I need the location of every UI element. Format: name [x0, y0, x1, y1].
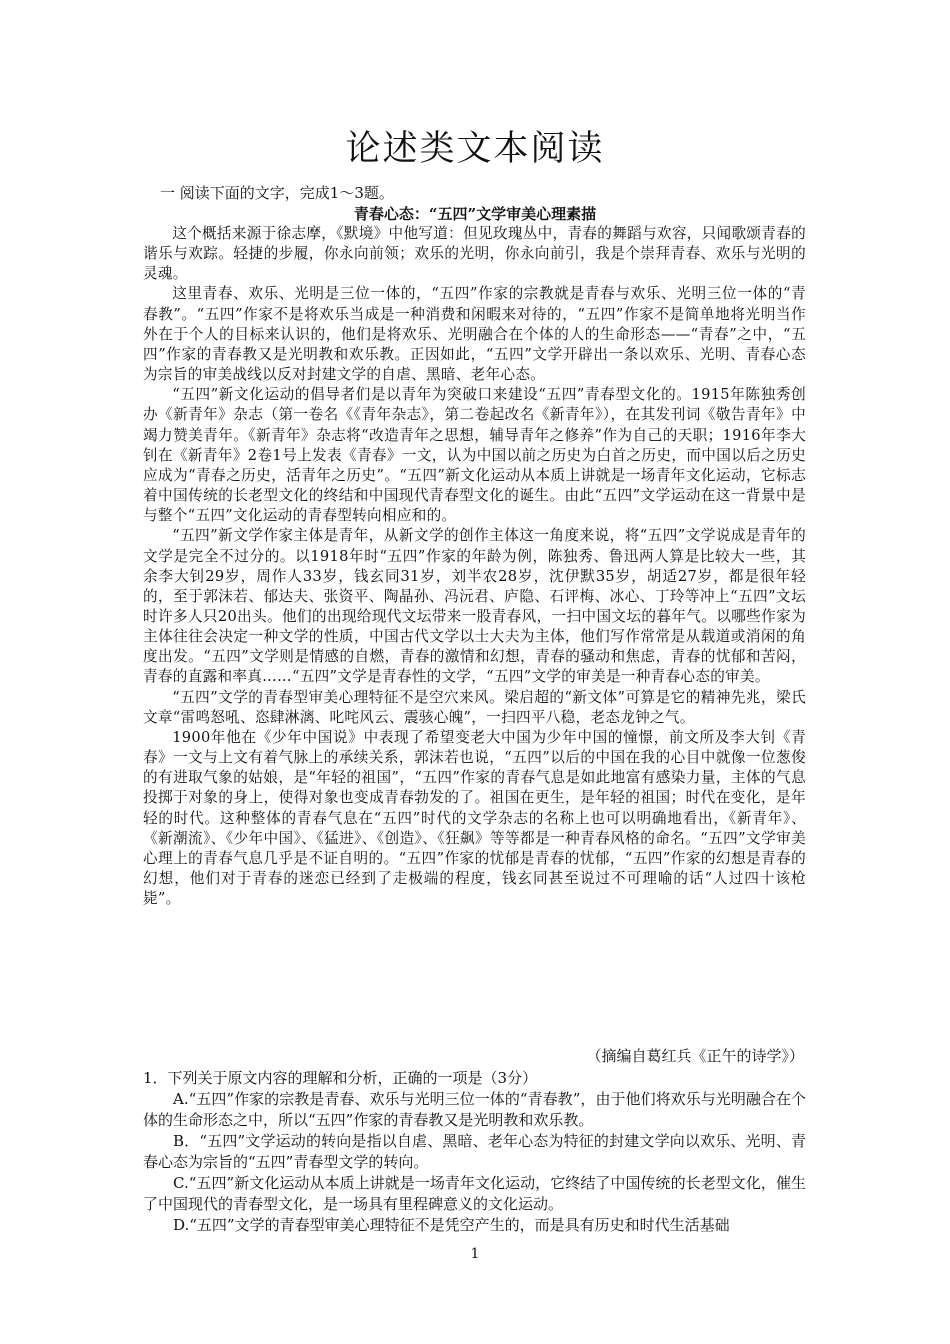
article-body: [143, 224, 806, 909]
option-d: D.“五四”文学的青春型审美心理特征不是凭空产生的，而是具有历史和时代生活基础: [173, 1216, 730, 1234]
page-title: 论述类文本阅读: [345, 129, 605, 169]
article-paragraph: 1900年他在《少年中国说》中表现了希望变老大中国为少年中国的憧憬，前文所及李大钊《青春》一文与上文有着气脉上的承续关系，郭沫若也说，“五四”以后的中国在我的心目中就像一位葱俊的有进取气象的姑娘，是“年轻的祖国”，“五四”作家的青春气息是如此地富有感染力量，主体的气息投掷于对象的身上，使得对象也变成青春勃发的了。祖国在更生，是年轻的祖国；时代在变化，是年轻的时代。这种整体的青春气息在“五四”时代的文学杂志的名称上也可以明确地看出，《新青年》、《新潮流》、《少年中国》、《猛进》、《创造》、《狂飙》等等都是一种青春风格的命名。“五四”文学审美心理上的青春气息几乎是不证自明的。“五四”作家的忧郁是青春的忧郁，“五四”作家的幻想是青春的幻想，他们对于青春的迷恋已经到了走极端的程度，钱玄同甚至说过不可理喻的话“人过四十该枪毙”。: [143, 728, 806, 908]
article-paragraph: 这里青春、欢乐、光明是三位一体的，“五四”作家的宗教就是青春与欢乐、光明三位一体的“青春教”。“五四”作家不是将欢乐当成是一种消费和闲暇来对待的，“五四”作家不是简单地将光明当作外在于个人的目标来认识的，他们是将欢乐、光明融合在个体的人的生命形态——“青春”之中，“五四”作家的青春教又是光明教和欢乐教。正因如此，“五四”文学开辟出一条以欢乐、光明、青春心态为宗旨的审美战线以反对封建文学的自虐、黑暗、老年心态。: [143, 285, 806, 384]
article-paragraph: 这个概括来源于徐志摩，《默境》中他写道：但见玫瑰丛中，青春的舞蹈与欢容，只闻歌颂青春的谐乐与欢踪。轻捷的步履，你永向前领；欢乐的光明，你永向前引，我是个崇拜青春、欢乐与光明的灵魂。: [143, 225, 806, 283]
article-paragraph: “五四”文学的青春型审美心理特征不是空穴来风。梁启超的“新文体”可算是它的精神先兆，梁氏文章“雷鸣怒吼、恣肆淋漓、叱咤风云、震骇心魄”，一扫四平八稳，老态龙钟之气。: [143, 688, 806, 726]
article-paragraph: “五四”新文学作家主体是青年，从新文学的创作主体这一角度来说，将“五四”文学说成是青年的文学是完全不过分的。以1918年时“五四”作家的年龄为例，陈独秀、鲁迅两人算是比较大一些，其余李大钊29岁，周作人33岁，钱玄同31岁，刘半农28岁，沈伊默35岁，胡适27岁，都是很年轻的，至于郭沫若、郁达夫、张资平、陶晶孙、冯沅君、庐隐、石评梅、冰心、丁玲等冲上“五四”文坛时许多人只20出头。他们的出现给现代文坛带来一股青春风，一扫中国文坛的暮年气。以哪些作家为主体往往会决定一种文学的性质，中国古代文学以士大夫为主体，他们写作常常是从载道或消闲的角度出发。“五四”文学则是情感的自燃，青春的激情和幻想，青春的骚动和焦虑，青春的忧郁和苦闷，青春的直露和率真……“五四”文学是青春性的文学，“五四”文学的审美是一种青春心态的审美。: [143, 527, 806, 686]
question-block: [143, 1068, 806, 1236]
section-instruction: 一 阅读下面的文字，完成1～3题。: [160, 184, 394, 202]
page-number: 1: [470, 1246, 480, 1262]
option-c: C.“五四”新文化运动从本质上讲就是一场青年文化运动，它终结了中国传统的长老型文化，催生了中国现代的青春型文化，是一场具有里程碑意义的文化运动。: [143, 1174, 806, 1213]
article-paragraph: “五四”新文化运动的倡导者们是以青年为突破口来建设“五四”青春型文化的。1915年陈独秀创办《新青年》杂志（第一卷名《《青年杂志》，第二卷起改名《新青年》），在其发刊词《敬告青年》中竭力赞美青年。《新青年》杂志将“改造青年之思想，辅导青年之修养”作为自己的天职；1916年李大钊在《新青年》2卷1号上发表《青春》一文，认为中国以前之历史为白首之历史，而中国以后之历史应成为“青春之历史，活青年之历史”。“五四”新文化运动从本质上讲就是一场青年文化运动，它标志着中国传统的长老型文化的终结和中国现代青春型文化的诞生。由此“五四”文学运动在这一背景中是与整个“五四”文化运动的青春型转向相应和的。: [143, 386, 806, 525]
article-source: （摘编自葛红兵《正午的诗学》）: [586, 1047, 804, 1065]
question-stem: 1．下列关于原文内容的理解和分析，正确的一项是（3分）: [143, 1069, 538, 1087]
option-a: A.“五四”作家的宗教是青春、欢乐与光明三位一体的“青春教”，由于他们将欢乐与光明融合在个体的生命形态之中，所以“五四”作家的青春教又是光明教和欢乐教。: [143, 1090, 806, 1129]
article-title: 青春心态：“五四”文学审美心理素描: [353, 205, 597, 223]
option-b: B．“五四”文学运动的转向是指以自虐、黑暗、老年心态为特征的封建文学向以欢乐、光明、青春心态为宗旨的“五四”青春型文学的转向。: [143, 1132, 806, 1171]
